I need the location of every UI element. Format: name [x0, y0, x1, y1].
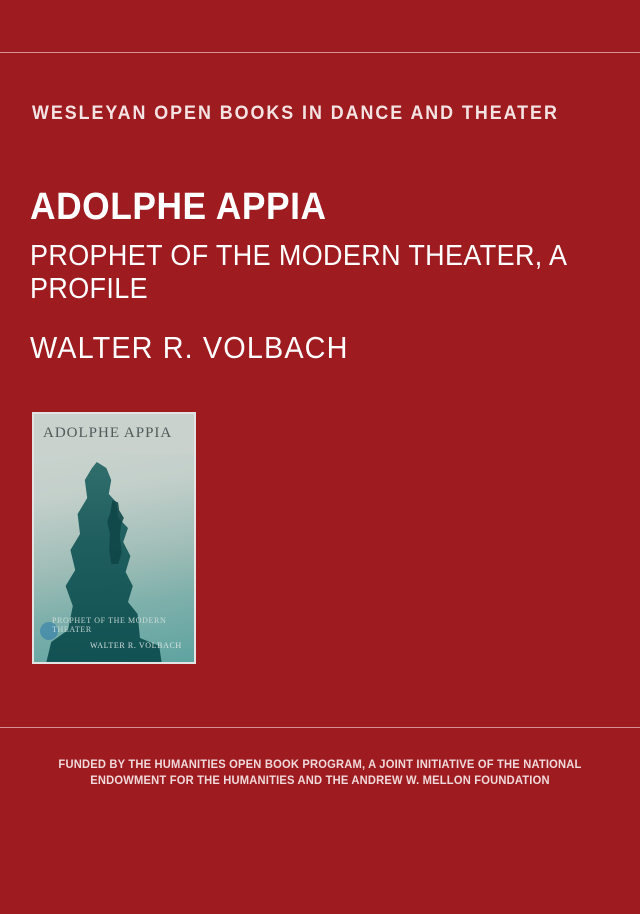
- funding-statement: [0, 757, 640, 789]
- page-title: ADOLPHE APPIA: [30, 186, 327, 228]
- bottom-divider-rule: [0, 727, 640, 728]
- funding-line-2: ENDOWMENT FOR THE HUMANITIES AND THE ANDREW W. MELLON FOUNDATION: [90, 775, 550, 787]
- thumbnail-subtitle: PROPHET OF THE MODERN THEATER: [52, 616, 167, 634]
- cover-thumbnail-image: [32, 412, 196, 664]
- funding-line-1: FUNDED BY THE HUMANITIES OPEN BOOK PROGRAM, A JOINT INITIATIVE OF THE NATIONAL: [58, 759, 582, 771]
- series-label: WESLEYAN OPEN BOOKS IN DANCE AND THEATER: [32, 103, 559, 124]
- thumbnail-author: WALTER R. VOLBACH: [90, 641, 182, 650]
- thumbnail-title: ADOLPHE APPIA: [43, 425, 173, 441]
- author-name: WALTER R. VOLBACH: [30, 330, 349, 365]
- page-subtitle: PROPHET OF THE MODERN THEATER, A PROFILE: [30, 240, 566, 305]
- top-divider-rule: [0, 52, 640, 53]
